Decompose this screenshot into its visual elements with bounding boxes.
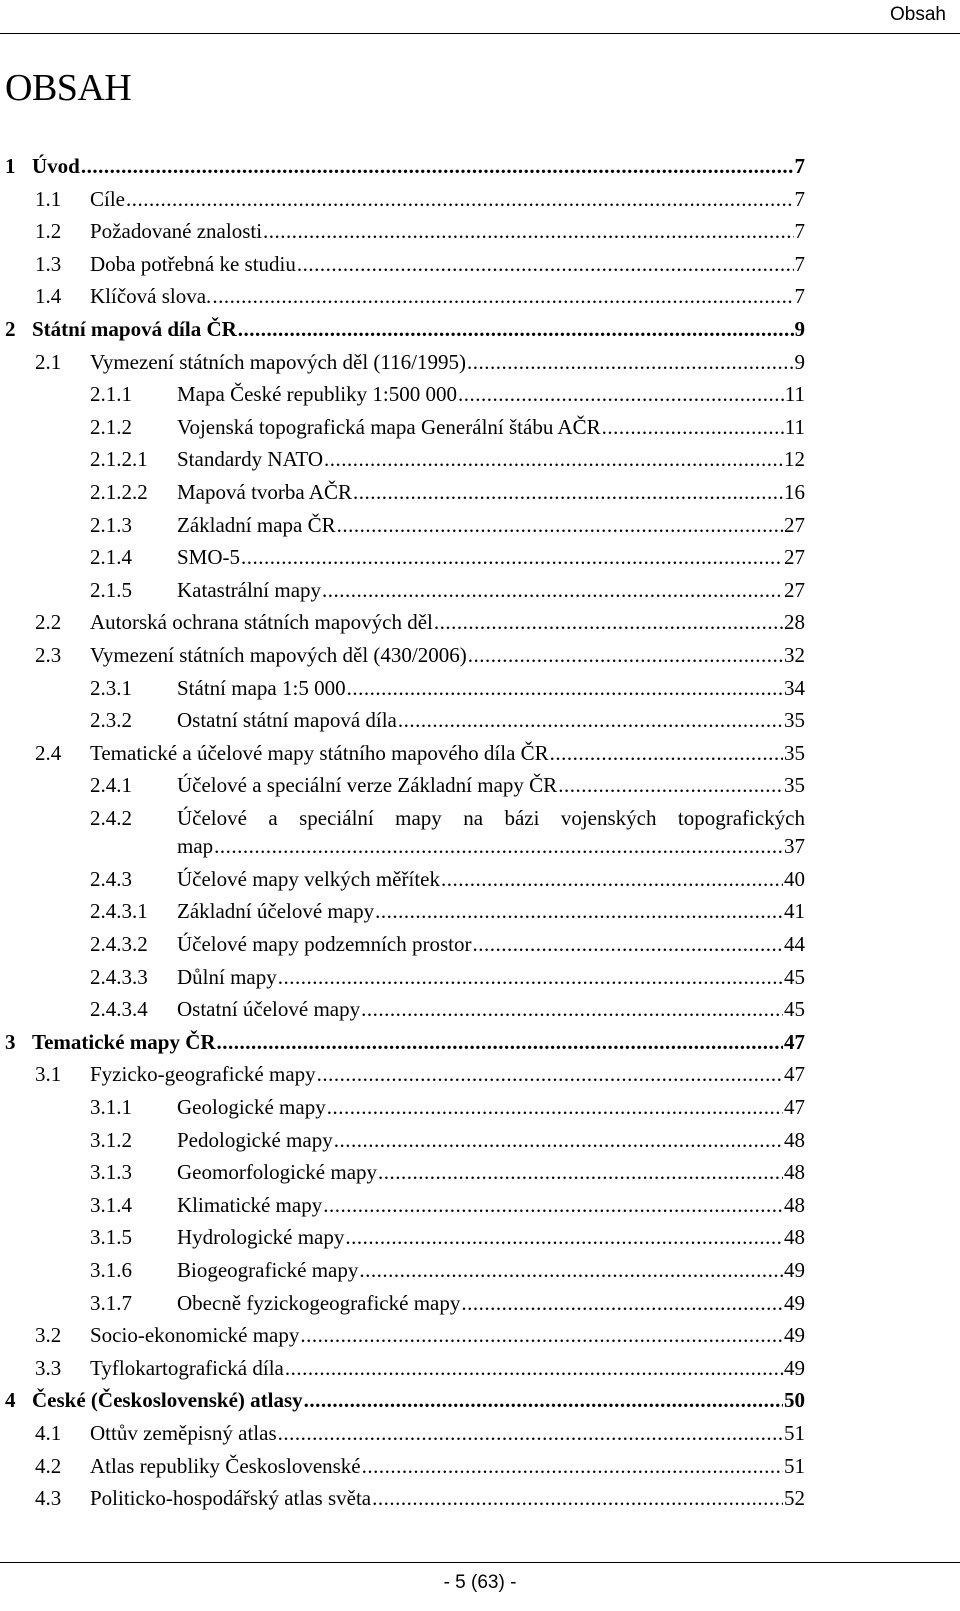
toc-entry-page: 32 [784,642,805,667]
toc-entry[interactable] [0,313,805,346]
toc-dot-leader [212,280,793,313]
toc-entry-title: Doba potřebná ke studiu [90,251,296,276]
toc-entry[interactable] [0,1417,805,1450]
toc-dot-leader [361,993,783,1026]
toc-entry-page: 48 [784,1160,805,1185]
toc-entry-line [90,1450,805,1483]
toc-dot-leader [473,928,784,961]
toc-entry-title: Vojenská topografická mapa Generální štábu AČR [177,414,601,439]
toc-dot-leader [467,346,794,379]
toc-entry-page: 48 [784,1225,805,1250]
toc-entry-line [32,313,805,346]
toc-entry-page: 16 [784,479,805,504]
toc-entry-page: 40 [784,866,805,891]
toc-entry-line [177,1287,805,1320]
toc-entry[interactable] [0,476,805,509]
toc-entry-number: 3.2 [35,1323,62,1348]
toc-entry-page: 48 [784,1127,805,1152]
header-divider [0,33,960,34]
toc-entry[interactable] [0,672,805,705]
toc-dot-leader [550,737,783,770]
toc-dot-leader [441,863,783,896]
toc-entry-line [32,150,805,183]
toc-entry-line [177,1156,805,1189]
toc-entry-line [90,215,805,248]
toc-dot-leader [359,1254,783,1287]
toc-entry-line [177,378,805,411]
toc-entry-number: 4 [5,1388,16,1413]
toc-dot-leader [468,639,783,672]
toc-entry-line [177,1189,805,1222]
toc-entry[interactable] [0,1026,805,1059]
toc-entry-number: 4.2 [35,1453,62,1478]
toc-entry-line [90,1482,805,1515]
toc-entry[interactable] [0,346,805,379]
toc-entry-line [177,993,805,1026]
toc-entry-number: 2.4 [35,740,62,765]
toc-entry-number: 2.1.4 [90,545,132,570]
toc-entry-title: SMO-5 [177,545,241,570]
toc-entry-line [177,961,805,994]
toc-entry-title: Autorská ochrana státních mapových děl [90,610,433,635]
toc-entry-page: 27 [784,545,805,570]
toc-dot-leader [324,443,783,476]
toc-entry-page: 47 [784,1095,805,1120]
toc-entry[interactable] [0,411,805,444]
toc-entry-line [177,672,805,705]
toc-entry-title: Fyzicko-geografické mapy [90,1062,316,1087]
toc-entry-line [90,639,805,672]
toc-entry-number: 3.1 [35,1062,62,1087]
toc-entry[interactable] [0,509,805,542]
toc-entry-line [177,1091,805,1124]
toc-entry-number: 2.1.2.2 [90,479,148,504]
toc-entry-number: 3.3 [35,1355,62,1380]
toc-entry-line [177,574,805,607]
toc-entry-line [32,1026,805,1059]
toc-entry-page: 51 [784,1420,805,1445]
toc-entry-line [177,769,805,802]
toc-entry-number: 2.1.1 [90,382,132,407]
toc-dot-leader [81,150,794,183]
toc-entry[interactable] [0,183,805,216]
toc-dot-leader [347,672,783,705]
toc-entry-number: 3.1.6 [90,1258,132,1282]
toc-entry[interactable] [0,1254,805,1287]
toc-entry-number: 2.4.3.1 [90,899,148,924]
toc-entry-page: 7 [794,186,805,211]
toc-entry-number: 3.1.7 [90,1290,132,1315]
toc-entry-line [90,183,805,216]
toc-entry-number: 2.3.1 [90,675,132,700]
toc-entry-page: 28 [784,610,805,635]
toc-entry-page: 27 [784,512,805,537]
toc-entry-title: Atlas republiky Československé [90,1453,361,1478]
toc-entry-number: 3.1.3 [90,1160,132,1185]
toc-entry-line [90,280,805,313]
toc-dot-leader [398,704,783,737]
toc-entry-line [177,863,805,896]
toc-entry-page: 45 [784,964,805,989]
toc-dot-leader [300,1319,783,1352]
toc-entry-number: 2.3 [35,642,62,667]
toc-entry-number: 4.1 [35,1420,62,1445]
toc-entry-line [90,737,805,770]
toc-entry[interactable] [0,737,805,770]
toc-entry-title: Vymezení státních mapových děl (430/2006) [90,642,467,667]
toc-entry[interactable] [0,215,805,248]
page-number: - 5 (63) - [443,1572,517,1593]
toc-entry-number: 2.1.3 [90,512,132,537]
toc-dot-leader [297,248,794,281]
toc-entry-title: České (Československé) atlasy [32,1388,303,1413]
toc-entry-page: 49 [784,1355,805,1380]
toc-dot-leader [238,313,794,346]
toc-dot-leader [345,1221,783,1254]
toc-entry-line [177,411,805,444]
toc-entry-page: 52 [784,1486,805,1511]
toc-entry-line [177,704,805,737]
toc-entry-title: Ottův zeměpisný atlas [90,1420,277,1445]
toc-entry-number: 2.4.3.4 [90,997,148,1022]
toc-dot-leader [558,769,783,802]
toc-entry-title: Katastrální mapy [177,577,322,602]
toc-entry-page: 49 [784,1258,805,1282]
toc-entry-title: Geologické mapy [177,1095,326,1120]
toc-entry-page: 47 [784,1062,805,1087]
toc-dot-leader [323,1189,783,1222]
toc-entry-title: Státní mapa 1:5 000 [177,675,346,700]
toc-dot-leader [304,1384,783,1417]
toc-entry-page: 41 [784,899,805,924]
toc-dot-leader [434,606,783,639]
toc-entry-number: 2.4.3 [90,866,132,891]
toc-entry-title: Socio-ekonomické mapy [90,1323,300,1348]
toc-entry-title: Účelové a speciální verze Základní mapy ČR [177,773,558,798]
toc-entry-number: 2.1.2.1 [90,447,148,472]
toc-entry-title: Tematické mapy ČR [32,1029,216,1054]
toc-entry[interactable] [0,704,805,737]
toc-entry-line [177,476,805,509]
toc-dot-leader [375,895,783,928]
toc-dot-leader [263,215,793,248]
toc-entry[interactable] [0,378,805,411]
page-title: OBSAH [5,67,132,109]
toc-entry-title: Vymezení státních mapových děl (116/1995) [90,349,466,374]
toc-entry-title: Biogeografické mapy [177,1258,359,1282]
toc-entry[interactable] [0,1384,805,1417]
toc-entry-line [177,1221,805,1254]
toc-entry-number: 2.4.2 [90,805,132,830]
toc-entry-title: Cíle [90,186,125,211]
toc-entry-line [177,443,805,476]
toc-entry[interactable] [0,1189,805,1222]
toc-entry-line [90,1058,805,1091]
toc-entry[interactable] [0,443,805,476]
toc-entry-number: 1 [5,154,16,178]
toc-dot-leader [602,411,784,444]
toc-entry-line [177,509,805,542]
toc-entry-number: 2.4.3.3 [90,964,148,989]
toc-entry-title: Standardy NATO [177,447,324,472]
toc-entry[interactable] [0,1352,805,1385]
toc-entry[interactable] [0,541,805,574]
toc-entry[interactable] [0,1319,805,1352]
toc-entry-number: 1.1 [35,186,62,211]
toc-entry-title: Základní mapa ČR [177,512,336,537]
toc-dot-leader [278,961,783,994]
toc-entry-page: 44 [784,932,805,957]
toc-entry[interactable] [0,1124,805,1157]
toc-entry-line [90,1417,805,1450]
toc-entry-number: 3.1.4 [90,1192,132,1217]
toc-entry-page: 35 [784,708,805,733]
toc-entry-title: Ostatní účelové mapy [177,997,361,1022]
toc-entry-number: 2.4.1 [90,773,132,798]
toc-entry[interactable] [0,1287,805,1320]
toc-entry-number: 3 [5,1029,16,1054]
toc-entry-line [90,1319,805,1352]
footer-divider [0,1562,960,1563]
toc-entry-number: 2.3.2 [90,708,132,733]
toc-entry-number: 2.2 [35,610,62,635]
toc-entry-title: Účelové a speciální mapy na bázi vojenských topografických [177,805,805,830]
toc-entry-line [177,895,805,928]
toc-dot-leader [353,476,783,509]
toc-entry-number: 2.1.5 [90,577,132,602]
toc-entry[interactable] [0,280,805,313]
toc-entry-title: Politicko-hospodářský atlas světa [90,1486,372,1511]
toc-entry-page: 34 [784,675,805,700]
running-header: Obsah [890,4,946,25]
toc-entry[interactable] [0,1450,805,1483]
toc-entry-number: 3.1.1 [90,1095,132,1120]
toc-dot-leader [217,1026,783,1059]
toc-entry-line [90,346,805,379]
toc-entry[interactable] [0,863,805,896]
toc-entry-title: Mapová tvorba AČR [177,479,352,504]
toc-dot-leader [322,574,783,607]
toc-entry-page: 7 [794,251,805,276]
toc-entry-line [90,248,805,281]
toc-entry[interactable] [0,639,805,672]
toc-entry[interactable] [0,1156,805,1189]
toc-entry-page: 47 [784,1029,805,1054]
toc-entry-page: 37 [784,834,805,859]
toc-entry-page: 11 [784,382,805,407]
toc-entry-line [177,541,805,574]
toc-entry-number: 2 [5,316,16,341]
toc-entry-title: Tematické a účelové mapy státního mapového díla ČR [90,740,549,765]
toc-entry-title: Mapa České republiky 1:500 000 [177,382,457,407]
toc-entry-title: Ostatní státní mapová díla [177,708,397,733]
toc-entry-page: 9 [794,316,805,341]
toc-entry[interactable] [0,248,805,281]
toc-entry-line [32,1384,805,1417]
toc-dot-leader [362,1450,783,1483]
toc-entry-number: 1.3 [35,251,62,276]
toc-entry-line [177,1254,805,1287]
toc-entry-title: Státní mapová díla ČR [32,316,237,341]
toc-entry[interactable] [0,895,805,928]
toc-dot-leader [372,1482,783,1515]
toc-entry-title: Požadované znalosti [90,219,263,244]
toc-dot-leader [461,1287,783,1320]
toc-dot-leader [317,1058,783,1091]
toc-entry-title: Klíčová slova. [90,284,212,309]
toc-entry-page: 49 [784,1290,805,1315]
toc-entry-number: 1.2 [35,219,62,244]
toc-entry-page: 9 [794,349,805,374]
toc-entry-page: 35 [784,773,805,798]
toc-dot-leader [378,1156,783,1189]
toc-entry-page: 7 [794,284,805,309]
toc-dot-leader [278,1417,783,1450]
toc-entry[interactable] [0,606,805,639]
toc-entry-number: 3.1.2 [90,1127,132,1152]
toc-entry-title: Úvod [32,154,80,178]
toc-entry-title: Tyflokartografická díla [90,1355,284,1380]
toc-entry[interactable] [0,1221,805,1254]
toc-entry-number: 3.1.5 [90,1225,132,1250]
toc-entry-title: Základní účelové mapy [177,899,375,924]
toc-entry-number: 2.4.3.2 [90,932,148,957]
toc-entry-title: Obecně fyzickogeografické mapy [177,1290,461,1315]
toc-entry-title: Důlní mapy [177,964,277,989]
toc-entry-line [177,1124,805,1157]
toc-entry-page: 45 [784,997,805,1022]
toc-entry[interactable] [0,1482,805,1515]
toc-dot-leader [327,1091,783,1124]
toc-dot-leader [214,830,783,863]
toc-entry-title: Pedologické mapy [177,1127,333,1152]
toc-entry-page: 27 [784,577,805,602]
toc-entry-number: 2.1.2 [90,414,132,439]
toc-dot-leader [285,1352,783,1385]
toc-entry-page: 11 [784,414,805,439]
toc-entry-title: Účelové mapy velkých měřítek [177,866,440,891]
toc-entry-title-continued: map [177,834,214,859]
toc-entry-page: 48 [784,1192,805,1217]
toc-entry-line [177,928,805,961]
toc-entry[interactable] [0,150,805,183]
toc-entry[interactable] [0,993,805,1026]
toc-entry-title: Klimatické mapy [177,1192,323,1217]
toc-entry[interactable] [0,1091,805,1124]
toc-dot-leader [241,541,783,574]
toc-entry-page: 50 [784,1388,805,1413]
table-of-contents [0,150,805,1515]
toc-entry-number: 4.3 [35,1486,62,1511]
toc-entry-line [177,830,805,863]
toc-dot-leader [458,378,784,411]
toc-entry-line [90,1352,805,1385]
toc-entry-title: Geomorfologické mapy [177,1160,378,1185]
toc-entry[interactable] [0,769,805,802]
toc-dot-leader [126,183,794,216]
toc-entry-title: Účelové mapy podzemních prostor [177,932,472,957]
toc-entry-line [90,606,805,639]
toc-entry-page: 7 [794,154,805,178]
toc-entry[interactable] [0,928,805,961]
toc-entry-page: 49 [784,1323,805,1348]
toc-entry-page: 51 [784,1453,805,1478]
toc-entry-title: Hydrologické mapy [177,1225,345,1250]
toc-entry-number: 2.1 [35,349,62,374]
toc-entry-page: 12 [784,447,805,472]
toc-entry-page: 35 [784,740,805,765]
toc-dot-leader [337,509,783,542]
toc-dot-leader [334,1124,783,1157]
toc-entry[interactable] [0,1058,805,1091]
toc-entry[interactable] [0,802,805,863]
toc-entry[interactable] [0,961,805,994]
toc-entry-number: 1.4 [35,284,62,309]
toc-entry-page: 7 [794,219,805,244]
toc-entry[interactable] [0,574,805,607]
